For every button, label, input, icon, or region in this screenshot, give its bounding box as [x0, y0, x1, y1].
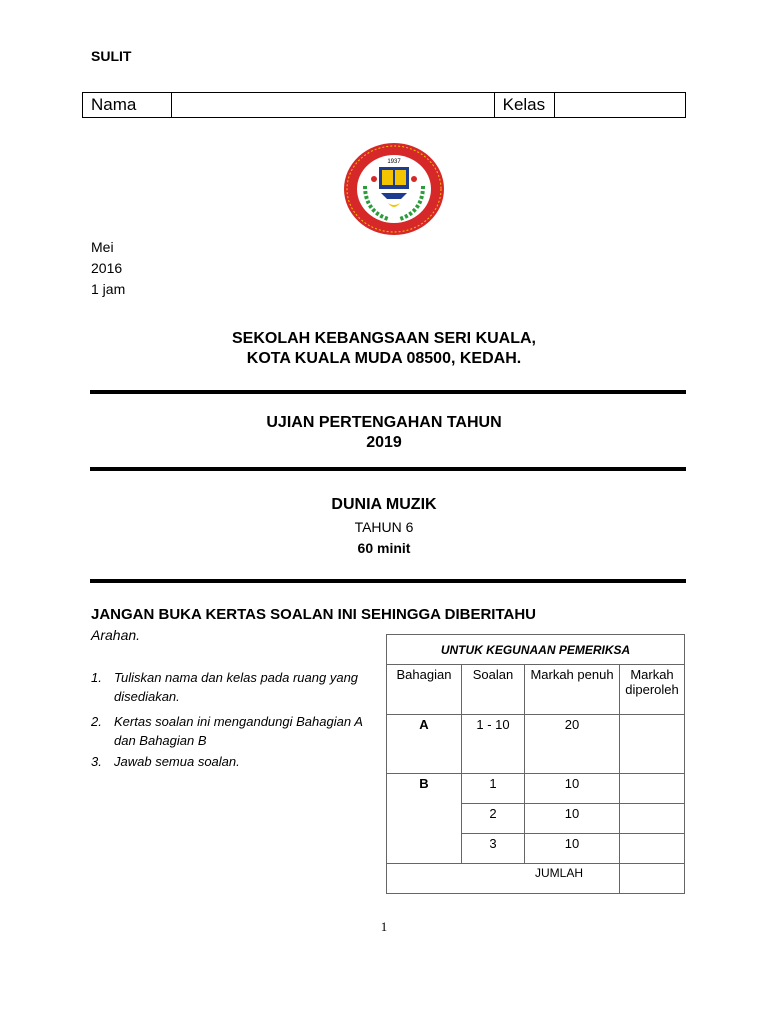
exam-duration: 1 jam [91, 281, 126, 297]
subject-time: 60 minit [357, 540, 411, 556]
instruction-text: Kertas soalan ini mengandungi Bahagian A dan Bahagian B [114, 714, 363, 748]
cell-markah-penuh: 10 [525, 774, 620, 804]
column-header: Bahagian [387, 665, 462, 715]
cell-markah-diperoleh[interactable] [620, 715, 685, 774]
table-row [387, 864, 685, 894]
column-header: Markah diperoleh [620, 665, 685, 715]
cell-soalan: 1 - 10 [462, 715, 525, 774]
exam-title [0, 413, 768, 453]
exam-title-line1: UJIAN PERTENGAHAN TAHUN [266, 414, 502, 431]
instruction-text: Jawab semua soalan. [114, 754, 240, 769]
name-label: Nama [83, 93, 172, 117]
instruction-item [91, 668, 376, 706]
class-label: Kelas [495, 93, 556, 117]
exam-year-label: 2016 [91, 260, 123, 276]
instruction-number: 3. [91, 754, 102, 769]
table-row [387, 715, 685, 774]
cell-soalan: 3 [462, 834, 525, 864]
crest-year: 1937 [387, 159, 401, 165]
column-header: Markah penuh [525, 665, 620, 715]
cell-markah-penuh: 20 [525, 715, 620, 774]
divider [90, 467, 686, 471]
instruction-number: 1. [91, 670, 102, 685]
subject-title: DUNIA MUZIK [331, 496, 437, 513]
cell-markah-diperoleh[interactable] [620, 804, 685, 834]
cell-markah-diperoleh[interactable] [620, 774, 685, 804]
subject-year: TAHUN 6 [354, 519, 414, 535]
cell-soalan: 2 [462, 804, 525, 834]
instruction-item [91, 712, 376, 750]
examiner-table-title: UNTUK KEGUNAAN PEMERIKSA [387, 635, 685, 665]
examiner-table [386, 634, 685, 894]
cell-markah-penuh: 10 [525, 834, 620, 864]
name-field[interactable] [172, 93, 495, 117]
column-header: Soalan [462, 665, 525, 715]
exam-meta [91, 237, 125, 300]
school-name-line2: KOTA KUALA MUDA 08500, KEDAH. [246, 350, 522, 367]
total-value[interactable] [620, 864, 685, 894]
divider [90, 579, 686, 583]
instruction-number: 2. [91, 714, 102, 729]
classification-label: SULIT [91, 48, 132, 64]
school-name-line1: SEKOLAH KEBANGSAAN SERI KUALA, [231, 330, 536, 347]
cell-soalan: 1 [462, 774, 525, 804]
cell-bahagian: A [387, 715, 462, 774]
page-number: 1 [380, 919, 388, 934]
student-info-box [82, 92, 686, 118]
cell-markah-penuh: 10 [525, 804, 620, 834]
instruction-item [91, 752, 376, 771]
exam-title-line2: 2019 [366, 434, 402, 451]
instruction-text: Tuliskan nama dan kelas pada ruang yang disediakan. [114, 670, 359, 704]
class-field[interactable] [555, 93, 685, 117]
instructions-heading: Arahan. [91, 627, 141, 643]
school-crest-icon [343, 141, 445, 237]
exam-month: Mei [91, 239, 114, 255]
divider [90, 390, 686, 394]
cell-markah-diperoleh[interactable] [620, 834, 685, 864]
total-label: JUMLAH [387, 864, 620, 894]
warning-text: JANGAN BUKA KERTAS SOALAN INI SEHINGGA DIBERITAHU [91, 606, 537, 623]
school-name [0, 329, 768, 369]
cell-bahagian: B [387, 774, 462, 864]
table-row [387, 774, 685, 804]
